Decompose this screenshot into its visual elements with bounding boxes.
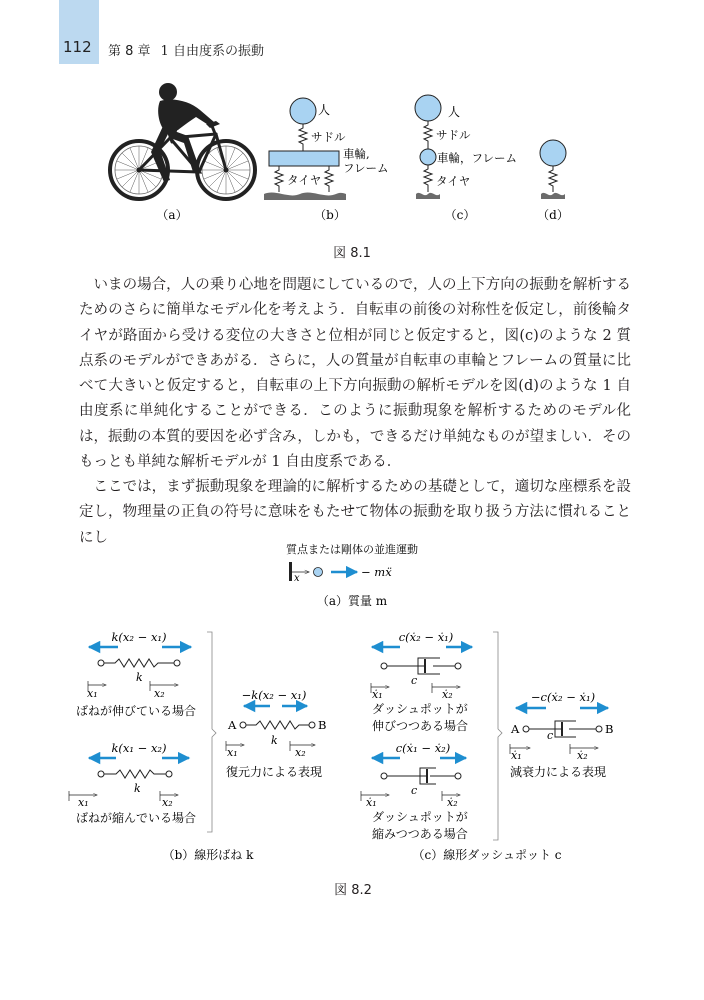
fig1-sub-b: （b） [314, 208, 346, 222]
damper-compress-label-2: 縮みつつある場合 [372, 827, 468, 841]
fig1b-label-tire: タイヤ [287, 173, 322, 187]
mass-title: 質点または剛体の並進運動 [286, 543, 418, 556]
spring-restoring-x1: x₁ [227, 746, 238, 759]
fig1c-label-wheel-frame: 車輪，フレーム [437, 151, 518, 165]
spring-node-b: B [318, 718, 327, 732]
fig1c-label-saddle: サドル [436, 128, 471, 142]
damper-damping-x1: ẋ₁ [511, 749, 522, 762]
damper-compress-c: c [411, 784, 418, 797]
dashpot-extending [381, 658, 461, 674]
spring-restoring-x2: x₂ [295, 746, 306, 759]
spring-force-compress: k(x₁ − x₂) [111, 741, 167, 755]
dashpot-compressing [381, 768, 461, 784]
spring-extend-k: k [136, 671, 143, 684]
damper-extend-x2: ẋ₂ [442, 688, 453, 701]
paragraph-2: ここでは，まず振動現象を理論的に解析するための基礎として，適切な座標系を設定し，物理量の正負の符号に意味をもたせて物体の振動を取り扱う方法に慣れることにし [79, 479, 631, 546]
figure-8-1 [0, 0, 704, 240]
figure-8-2-caption: 図 8.2 [334, 883, 372, 898]
damper-sub-caption: （c）線形ダッシュポット c [412, 848, 562, 862]
damper-extend-label-2: 伸びつつある場合 [372, 719, 469, 733]
page-number: 112 [63, 38, 92, 56]
spring-restoring-label: 復元力による表現 [226, 765, 323, 779]
damper-damping-label: 減衰力による表現 [510, 765, 607, 779]
damper-compress-label-1: ダッシュポットが [372, 810, 468, 824]
spring-sub-caption: （b）線形ばね k [162, 848, 254, 862]
damper-force-compress: c(ẋ₁ − ẋ₂) [395, 741, 451, 755]
damper-extend-x1: ẋ₁ [372, 688, 383, 701]
spring-force-extend: k(x₂ − x₁) [111, 630, 167, 644]
spring-compress-x2: x₂ [162, 796, 173, 809]
chapter-title: 1 自由度系の振動 [160, 44, 264, 59]
damper-node-b: B [605, 722, 614, 736]
fig1-sub-a: （a） [156, 208, 188, 222]
fig1b-label-wheel-frame-1: 車輪, [343, 147, 370, 161]
fig1c-label-tire: タイヤ [436, 174, 471, 188]
damper-extend-label-1: ダッシュポットが [372, 702, 468, 716]
damper-compress-x1: ẋ₁ [366, 796, 377, 809]
spring-compress-x1: x₁ [78, 796, 89, 809]
damper-damping-x2: ẋ₂ [577, 749, 588, 762]
figure-8-1-caption: 図 8.1 [333, 246, 371, 261]
cyclist-illustration [110, 83, 255, 199]
damper-damping-c: c [547, 729, 554, 742]
mass-sub-caption: （a）質量 m [316, 594, 388, 608]
damper-node-a: A [511, 722, 520, 736]
fig1-sub-c: （c） [444, 208, 476, 222]
spring-restoring [240, 721, 315, 729]
mass-x-label: x [294, 573, 300, 584]
spring-extended [98, 659, 180, 667]
damper-compress-x2: ẋ₂ [447, 796, 458, 809]
figure-8-2 [0, 530, 704, 900]
spring-compressed [98, 770, 172, 778]
fig1-sub-d: （d） [537, 208, 569, 222]
fig1b-label-saddle: サドル [311, 130, 346, 144]
damper-damping-force: −c(ẋ₂ − ẋ₁) [530, 690, 596, 704]
paragraph-1: いまの場合，人の乗り心地を問題にしているので，人の上下方向の振動を解析するためのさらに簡単なモデル化を考えよう．自転車の前後の対称性を仮定し，前後輪タイヤが路面から受ける変位の大きさと位相が同じと仮定すると，図(c)のような 2 質点系のモデルができあがる．さらに，人の質量が自転車の車輪とフレームの質量に比べて大きいと仮定すると，自転車の上下方向振動の解析モデルを図(d)のような 1 自由度系に単純化することができる．このように振動現象を解析するためのモデル化は，振動の本質的要因を必ず含み，しかも，できるだけ単純なものが望ましい．そのもっとも単純な解析モデルが 1 自由度系である． [79, 277, 631, 471]
spring-extend-x1: x₁ [87, 687, 98, 700]
spring-restoring-force: −k(x₂ − x₁) [241, 688, 307, 702]
spring-compress-k: k [134, 782, 141, 795]
dashpot-damping [523, 721, 602, 737]
chapter-number: 第 8 章 [108, 44, 151, 59]
fig1b-label-person: 人 [318, 103, 331, 117]
spring-extend-label: ばねが伸びている場合 [76, 704, 197, 718]
mass-force: − mẍ [361, 565, 392, 579]
spring-extend-x2: x₂ [154, 687, 165, 700]
model-d [540, 140, 566, 199]
damper-extend-c: c [411, 674, 418, 687]
spring-restoring-k: k [271, 734, 278, 747]
spring-compress-label: ばねが縮んでいる場合 [76, 811, 197, 825]
damper-force-extend: c(ẋ₂ − ẋ₁) [398, 630, 454, 644]
fig1b-label-wheel-frame-2: フレーム [343, 161, 389, 175]
fig1c-label-person: 人 [448, 105, 461, 119]
spring-node-a: A [228, 718, 237, 732]
